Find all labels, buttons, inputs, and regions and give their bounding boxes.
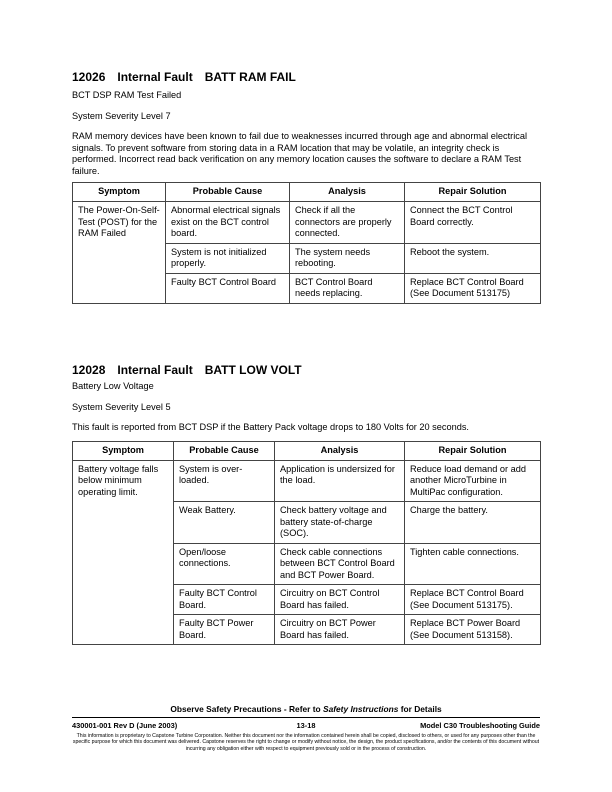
fault-section-12028 bbox=[72, 363, 540, 645]
symptom-cell: Battery voltage falls below minimum operating limit. bbox=[73, 460, 174, 645]
analysis-cell: Check cable connections between BCT Control Board and BCT Power Board. bbox=[275, 543, 405, 585]
fault-category: Internal Fault bbox=[117, 363, 193, 377]
fault-category: Internal Fault bbox=[117, 70, 193, 84]
analysis-cell: Circuitry on BCT Power Board has failed. bbox=[275, 615, 405, 645]
fault-name: BATT LOW VOLT bbox=[204, 363, 302, 377]
repair-cell: Replace BCT Control Board (See Document 513175). bbox=[405, 585, 541, 615]
guide-title: Model C30 Troubleshooting Guide bbox=[420, 721, 540, 730]
page-number: 13-18 bbox=[296, 721, 316, 730]
cause-cell: Weak Battery. bbox=[174, 502, 275, 544]
fault-subtitle: BCT DSP RAM Test Failed bbox=[72, 90, 182, 100]
table-header-row bbox=[73, 441, 541, 460]
header-probable-cause: Probable Cause bbox=[174, 441, 275, 460]
cause-cell: System is over-loaded. bbox=[174, 460, 275, 502]
cause-cell: Open/loose connections. bbox=[174, 543, 275, 585]
section-heading bbox=[72, 363, 540, 377]
repair-cell: Charge the battery. bbox=[405, 502, 541, 544]
cause-cell: Faulty BCT Power Board. bbox=[174, 615, 275, 645]
fault-subtitle: Battery Low Voltage bbox=[72, 381, 154, 391]
fault-section-12026 bbox=[72, 70, 540, 304]
proprietary-notice: This information is proprietary to Capstone Turbine Corporation. Neither this document nor the information contained herein shall be copied, disclosed to others, or used for any purposes other than the specific purpose for which this document was delivered. Capstone reserves the right to change or modify without notice, the design, the product specifications, and/or the contents of this document without incurring any obligation either with respect to equipment previously sold or in the process of construction. bbox=[72, 733, 540, 752]
fault-code: 12028 bbox=[72, 363, 106, 377]
header-repair-solution: Repair Solution bbox=[405, 441, 541, 460]
header-symptom: Symptom bbox=[73, 441, 174, 460]
fault-code: 12026 bbox=[72, 70, 106, 84]
analysis-cell: The system needs rebooting. bbox=[290, 243, 405, 273]
repair-cell: Reboot the system. bbox=[405, 243, 541, 273]
document-number: 430001-001 Rev D (June 2003) bbox=[72, 721, 178, 730]
header-repair-solution: Repair Solution bbox=[405, 183, 541, 202]
repair-cell: Tighten cable connections. bbox=[405, 543, 541, 585]
safety-notice bbox=[72, 704, 540, 714]
symptom-cell: The Power-On-Self-Test (POST) for the RAM Failed bbox=[73, 202, 166, 304]
analysis-cell: Application is undersized for the load. bbox=[275, 460, 405, 502]
header-probable-cause: Probable Cause bbox=[166, 183, 290, 202]
safety-prefix: Observe Safety Precautions - Refer to bbox=[170, 704, 323, 714]
section-heading bbox=[72, 70, 540, 84]
cause-cell: Abnormal electrical signals exist on the BCT control board. bbox=[166, 202, 290, 244]
table-row bbox=[73, 202, 541, 244]
troubleshooting-table bbox=[72, 441, 541, 646]
header-analysis: Analysis bbox=[275, 441, 405, 460]
table-row bbox=[73, 460, 541, 502]
repair-cell: Replace BCT Control Board (See Document 513175) bbox=[405, 273, 541, 303]
safety-instructions-ref: Safety Instructions bbox=[322, 704, 399, 714]
header-analysis: Analysis bbox=[290, 183, 405, 202]
analysis-cell: Check battery voltage and battery state-of-charge (SOC). bbox=[275, 502, 405, 544]
severity-level: System Severity Level 7 bbox=[72, 110, 171, 121]
table-header-row bbox=[73, 183, 541, 202]
cause-cell: Faulty BCT Control Board bbox=[166, 273, 290, 303]
header-symptom: Symptom bbox=[73, 183, 166, 202]
cause-cell: System is not initialized properly. bbox=[166, 243, 290, 273]
repair-cell: Replace BCT Power Board (See Document 513158). bbox=[405, 615, 541, 645]
fault-name: BATT RAM FAIL bbox=[204, 70, 296, 84]
analysis-cell: Circuitry on BCT Control Board has failed. bbox=[275, 585, 405, 615]
troubleshooting-table bbox=[72, 182, 541, 304]
fault-description: RAM memory devices have been known to fail due to weaknesses incurred through age and abnormal electrical signals. To prevent software from storing data in a RAM location that may be volatile, an integrity check is performed. Incorrect read back verification on any memory location causes the software to declare a RAM Test failure. bbox=[72, 131, 528, 176]
repair-cell: Connect the BCT Control Board correctly. bbox=[405, 202, 541, 244]
analysis-cell: Check if all the connectors are properly connected. bbox=[290, 202, 405, 244]
repair-cell: Reduce load demand or add another MicroTurbine in MultiPac configuration. bbox=[405, 460, 541, 502]
cause-cell: Faulty BCT Control Board. bbox=[174, 585, 275, 615]
severity-level: System Severity Level 5 bbox=[72, 401, 171, 412]
analysis-cell: BCT Control Board needs replacing. bbox=[290, 273, 405, 303]
safety-suffix: for Details bbox=[398, 704, 442, 714]
footer-divider bbox=[72, 717, 540, 718]
fault-description: This fault is reported from BCT DSP if the Battery Pack voltage drops to 180 Volts for 20 seconds. bbox=[72, 422, 469, 432]
